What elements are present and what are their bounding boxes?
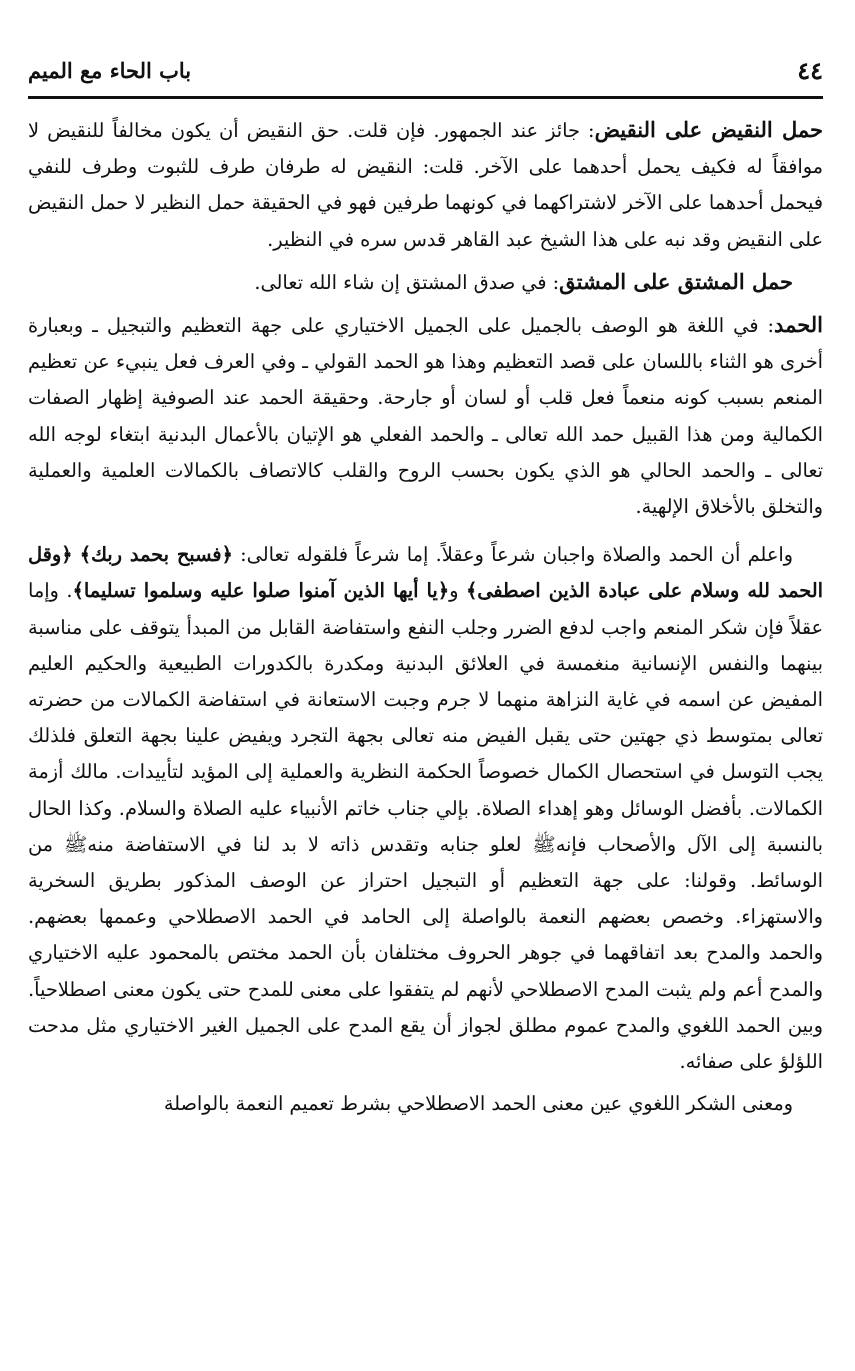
paragraph-hamd-salat <box>28 537 823 1080</box>
separator <box>72 543 79 566</box>
entry-naqid <box>28 112 823 258</box>
quran-quote: ﴿يا أيها الذين آمنوا صلوا عليه وسلموا تسليما﴾ <box>72 579 450 603</box>
paragraph-text: ومعنى الشكر اللغوي عين معنى الحمد الاصطلاحي بشرط تعميم النعمة بالواصلة <box>163 1092 793 1116</box>
entry-term: حمل المشتق على المشتق <box>559 268 793 294</box>
entry-term: الحمد <box>774 312 823 338</box>
entry-text: : في صدق المشتق إن شاء الله تعالى. <box>254 270 560 294</box>
paragraph-text: . وإما عقلاً فإن شكر المنعم واجب لدفع الضرر وجلب النفع واستفاضة القابل من المبدأ يتوقف على مناسبة بينهما والنفس الإنسانية منغمسة في العلائق البدنية ومكدرة بالكدورات الطبيعية والحكيم العليم المفيض عن اسمه في غاية النزاهة منهما لا جرم وجبت الاستعانة في استفاضة الكمالات من حضرته تعالى بمتوسط ذي جهتين حتى يقبل الفيض منه تعالى بجهة التجرد ويفيض علينا بجهة التعلق فلذلك يجب التوسل في استحصال الكمال خصوصاً الحكمة النظرية والعملية إلى المؤيد لتأييدات. مالك أزمة الكمالات. بأفضل الوسائل وهو إهداء الصلاة. بإلي جناب خاتم الأنبياء عليه الصلاة والسلام. وكذا الحال بالنسبة إلى الآل والأصحاب فإنهﷺ لعلو جنابه وتقدس ذاته لا بد لنا في الاستفاضة منهﷺ من الوسائط. وقولنا: على جهة التعظيم أو التبجيل احتراز عن الوصف المذكور بطريق السخرية والاستهزاء. وخصص بعضهم النعمة بالواصلة إلى الحامد في الحمد الاصطلاحي وعممها بعضهم. والحمد والمدح بعد اتفاقهما في جوهر الحروف مختلفان بأن الحمد مختص بالمحمود عليه الاختياري والمدح أعم ولم يثبت المدح الاصطلاحي لأنهم لم يتفقوا على معنى للمدح حتى يكون معنى اصطلاحياً. وبين الحمد اللغوي والمدح عموم مطلق لجواز أن يقع المدح على الجميل الغير الاختياري مثل مدحت اللؤلؤ على صفائه. <box>28 579 823 1074</box>
page-header <box>28 44 823 99</box>
separator: و <box>449 579 466 603</box>
entry-hamd <box>28 307 823 525</box>
quran-quote: ﴿وقل الحمد لله وسلام على عبادة الذين اصطفى﴾ <box>28 543 823 603</box>
entry-term: حمل النقيض على النقيض <box>594 117 824 142</box>
paragraph-intro: واعلم أن الحمد والصلاة واجبان شرعاً وعقلاً. إما شرعاً فلقوله تعالى: <box>232 543 793 567</box>
entry-text: : جائز عند الجمهور. فإن قلت. حق النقيض أن يكون مخالفاً للنقيض لا موافقاً له فكيف يحمل أحدهما على الآخر. قلت: النقيض له طرفان طرف للثبوت وطرف للنفي فيحمل أحدهما على الآخر لاشتراكهما في كونهما طرفين فهو في الحقيقة حمل النظير لا حمل النقيض على النقيض وقد نبه على هذا الشيخ عبد القاهر قدس سره في النظير. <box>28 119 823 251</box>
chapter-title: باب الحاء مع الميم <box>28 57 192 83</box>
page-body <box>28 112 823 1122</box>
quran-quote: ﴿فسبح بحمد ربك﴾ <box>79 543 233 567</box>
entry-text: : في اللغة هو الوصف بالجميل على الجميل الاختياري على جهة التعظيم والتبجيل ـ وبعبارة أخرى هو الثناء باللسان على قصد التعظيم وهذا هو الحمد القولي ـ وفي العرف فعل ينبيء عن تعظيم المنعم بسبب كونه منعماً فعل قلب أو لسان أو جارحة. وحقيقة الحمد عند الصوفية إظهار الصفات الكمالية ومن هذا القبيل حمد الله تعالى ـ والحمد الفعلي هو الإتيان بالأعمال البدنية ابتغاء لوجه الله تعالى ـ والحمد الحالي هو الذي يكون بحسب الروح والقلب كالاتصاف بالكمالات العلمية والعملية والتخلق بالأخلاق الإلهية. <box>28 314 823 519</box>
paragraph-shukr <box>28 1086 823 1122</box>
entry-mushtaq <box>28 264 823 301</box>
page-number: ٤٤ <box>797 55 823 85</box>
